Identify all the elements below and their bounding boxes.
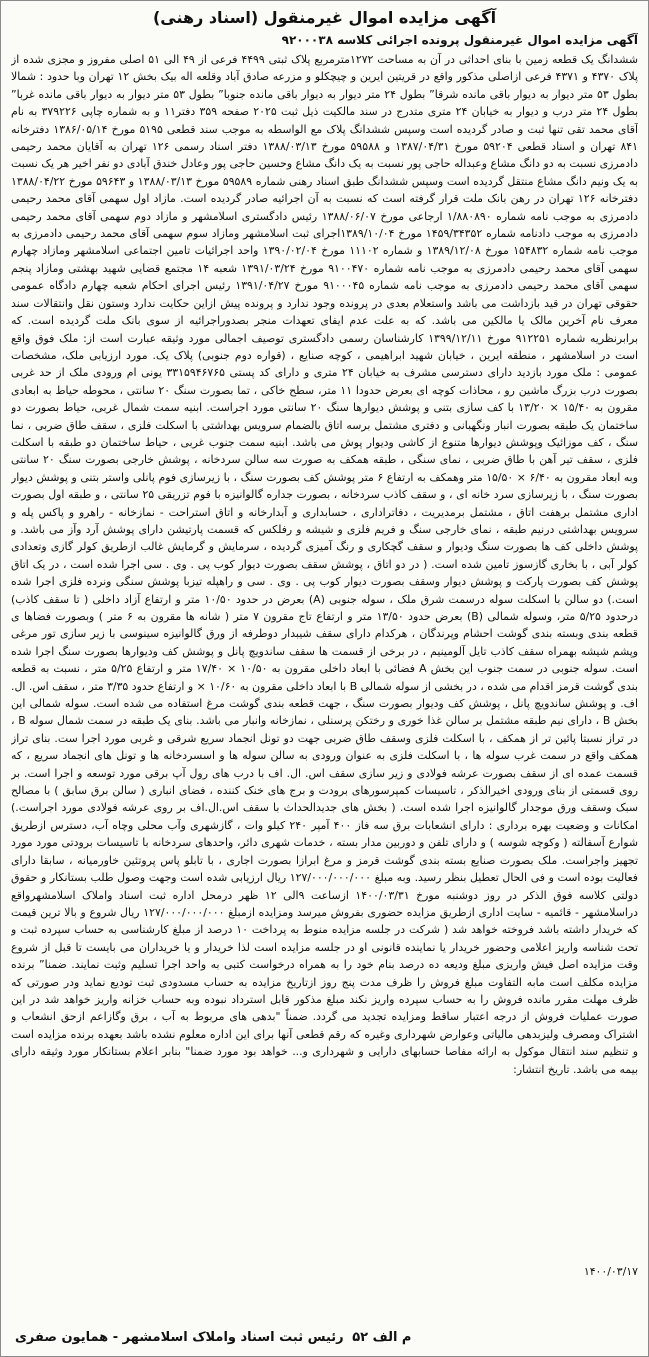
notice-title: آگهی مزایده اموال غیرمنقول (اسناد رهنی) — [152, 8, 497, 27]
publish-date: ۱۴۰۰/۰۳/۱۷ — [583, 1265, 638, 1278]
signature-code: م الف ۵۲ — [352, 1330, 412, 1345]
notice-body: ششدانگ یک قطعه زمین با بنای احداثی در آن به مساحت ۱۲۷۲مترمربع پلاک ثبتی ۴۴۹۹ فرعی از ۴۹ الی ۵۱ اصلی مفروز و مجزی شده از پلاک ۴۳۷۰ و ۴۳۷۱ فرعی ازاصلی مذکور واقع در قریتین ایرین و چیچکلو و مزرعه صادق آباد وقلعه اله بیک بخش ۱۲ تهران وبا حدود : شمالا بطول ۵۳ متر دیوار به دیوار باقی مانده شرقا” بطول ۲۴ متر دیوار به دیوار باقی مانده جنوبا” بطول ۵۳ متر دیوار به دیوار باقی مانده غربا” بطول ۲۴ متر درب و دیوار به خیابان ۲۴ متری متدرج در سند مالکیت ذیل ثبت ۲۰۲۵ صفحه ۳۵۹ دفتر۱۱ و به شماره چاپی ۳۷۹۲۲۶ به نام آقای محمد تقی تنها ثبت و صادر گردیده است وسپس ششدانگ پلاک مع الواسطه به موجب سند قطعی ۵۱۹۵ مورخ ۱۳۸۶/۰۵/۱۴ دفترخانه ۸۴۱ تهران و اسناد قطعی ۵۹۲۰۴ مورخ ۱۳۸۷/۰۴/۳۱ و ۵۹۵۸۸ مورخ ۱۳۸۸/۰۳/۱۳ دفتر اسناد رسمی ۱۲۶ تهران به آقایان محمد رحیمی دادمرزی نسبت به دو دانگ مشاع وعبداله حاجی پور نسبت به یک دانگ مشاع وحسین حاجی پور وعادل خندق آبادی دو نفر اخیر هر یک نسبت به یک ونیم دانگ مشاع منتقل گردیده است وسپس ششدانگ طبق اسناد رهنی شماره ۵۹۵۸۹ مورخ ۱۳۸۸/۰۳/۱۳ و ۵۹۶۴۳ مورخ ۱۳۸۸/۰۴/۲۲ دفترخانه ۱۲۶ تهران در رهن بانک ملت قرار گرفته است که نسبت به آن اجرائیه صادر گردیده است. مازاد اول سهمی آقای محمد رحیمی دادمرزی به موجب نامه شماره ۱/۸۸۰۸۹۰ ارجاعی مورخ ۱۳۸۸/۰۶/۰۷ رئیس دادگستری اسلامشهر و مازاد دوم سهمی آقای محمد رحیمی دادمرزی به موجب دادنامه شماره ۱۴۵۹/۳۴۳۵۲ مورخ ۱۳۸۹/۱۰/۰۴اجرای ثبت اسلامشهر ومازاد سوم سهمی آقای محمد رحیمی دادمرزی به موجب نامه شماره ۱۵۴۸۳۲ مورخ ۱۳۸۹/۱۲/۰۸ و شماره ۱۱۱۰۲ مورخ ۱۳۹۰/۰۲/۰۴ واحد اجرائیات تامین اجتماعی اسلامشهر ومازاد چهارم سهمی آقای محمد رحیمی دادمرزی به موجب نامه شماره ۹۱۰۰۴۷۰ مورخ ۱۳۹۱/۰۳/۲۴ شعبه ۱۴ مجتمع قضایی شهید بهشتی ومازاد پنجم سهمی آقای محمد رحیمی دادمرزی به موجب نامه شماره ۹۱۰۰۰۴۵ مورخ ۱۳۹۱/۰۴/۲۷ رئیس اجرای احکام شعبه چهارم دادگاه عمومی حقوقی تهران در قید بازداشت می باشد واستعلام بعدی در پرونده وجود ندارد و پرونده پیش ازاین حکایت ندارد وستون نقل وانتقالات سند معرف نام آخرین مالک یا مالکین می باشد. که به علت عدم ایفای تعهدات منجر بصدوراجرائیه از سوی بانک ملت گردیده است. که برابرنظریه شماره ۹۱۲۲۵۱ مورخ ۱۳۹۹/۱۲/۱۱ کارشناسان رسمی دادگستری توصیف اجمالی مورد وثیقه عبارت است از: ملک فوق واقع است در اسلامشهر ، منطقه ایرین ، خیابان شهید ابراهیمی ، کوچه صنایع ، (قواره دوم جنوبی) پلاک یک. مورد ارزیابی ملک، مشخصات عمومی : ملک مورد بازدید دارای دسترسی مشرف به خیابان ۲۴ متری و دارای کد پستی ۳۳۱۵۹۴۶۷۶۵ یونی ام ورودی ملک از حد غربی بصورت درب بزرگ ماشین رو ، محاذات کوچه ای بعرض حدودا ۱۱ متر، سطح خاکی ، تما بصورت سنگ ۲۰ سانتی ، محوطه حیاط به ابعادی مقرون به ۱۵/۴۰ × ۱۳/۲۰ با کف سازی بتنی و پوشش دیوارها سنگ ۲۰ سانتی مورد اجراست. ابنیه سمت شمال غربی، حیاط بصورت دو ساختمان یک طبقه بصورت انبار ونگهبانی و دفتری مشتمل برسه اتاق بالضمام سرویس بهداشتی با اسکلت فلزی ، سقف طاق ضربی ، نما سنگ ، کف موزائیک وپوشش دیوارها متنوع از کاشی ودیوار پوش می باشد. ابنیه سمت جنوب غربی ، حیاط ساختمان دو طبقه با اسکلت فلزی ، سقف تیر آهن با طاق ضربی ، نمای سنگی ، طبقه همکف به صورت سه سالن سردخانه ، پوشش خارجی بصورت سنگ ۲۰ سانتی وبه ابعاد مقرون به ۶/۴۰ × ۱۵/۵۰ متر وهمکف به ارتفاع ۶ متر پوشش کف بصورت سنگ ، با زیرسازی فوم پانلی واستر بتنی و پوشش دیوار بصورت سنگ ، با زیرسازی سرد خانه ای ، و سقف کاذب سردخانه ، بصورت جداره گالوانیزه با فوم تزریقی ۲۵ سانتی ، و طبقه اول بصورت اداری مشتمل برهفت اتاق ، مشتمل برمدیریت ، دفاترادارى ، حسابداری و آبدارخانه و اتاق استراحت - نمازخانه - راهرو و پاکس پله و سرویس بهداشتی درنیم طبقه ، نمای خارجی سنگ و فریم فلزی و شیشه و رفلکس که قسمت پارتیشن دارای پوشش آرد وآز می باشد. و پوشش داخلی کف ها بصورت سنگ ودیوار و سقف گچکاری و رنگ آمیزی گردیده ، سرمایش و گرمایش غالب ازطریق کولر گازی وتعدادی کولر آبی ، با بخاری گازسوز تامین شده است. ( در دو اتاق ، پوشش سقف بصورت دیوار کوب پی . وی . سی اجرا شده است ، در یک اتاق پوشش کف بصورت پارکت و پوشش دیوار وسقف بصورت دیوار کوب پی . وی . سی و راهپله تیزبا پوشش سنگی ونرده فلزی اجرا شده است.) دو سالن با اسکلت سوله درسمت شرق ملک ، سوله جنوبی (A) بعرض در حدود ۱۰/۵۰ متر و ارتفاع آزاد داخلی ( تا سقف کاذب) درحدود ۵/۲۵ متر، وسوله شمالی (B) بعرض حدود ۱۳/۵۰ متر و ارتفاع تاج مقرون ۷ متر ( شانه ها مقرون به ۶ متر ) وبصورت فضاها ی قطعه بندی وبسته بندی گوشت احشام وپرندگان ، هرکدام دارای سقف شیبدار دوطرفه از ورق گالوانیزه سینوسی با زیر سازی تور مرغی وپشم شیشه بهمراه سقف کاذب تایل آلومینیم ، در برخی از قسمت ها سقف ساندویچ پانل و پوشش کف ودیوارها بصورت سنگ اجرا شده است. سوله جنوبی در سمت جنوب این بخش A فضائی با ابعاد داخلی مقرون به ۱۰/۵۰ × ۱۷/۴۰ متر و ارتفاع ۵/۲۵ متر ، نسبت به قطعه بندی گوشت قرمز اقدام می شده ، در بخشی از سوله شمالی B با ابعاد داخلی مقرون به ۱۰/۶۰ × و ارتفاع حدود ۳/۳۵ متر ، سقف اس. ال. اف. و پوشش ساندویچ پانل ، پوشش کف ودیوار بصورت سنگ ، جهت قطعه بندی گوشت مرغ استفاده می شده است. سوله شمالی این بخش B ، دارای نیم طبقه مشتمل بر سالن غذا خوری و رختکن پرسنلی ، نمازخانه وانبار می باشد. بنای یک طبقه در سمت شمال سوله B ، در تراز نسبتا پائین تر از همکف ، با اسکلت فلزی وسقف طاق ضربی جهت دو تونل انجماد سریع شرقی و غربی مورد اجرا ست. بنای تراز همکف واقع در سمت غرب سوله ها ، با اسکلت فلزی به عنوان ورودی به سالن سوله ها و اسسردخانه ها و تونل های انجماد سریع ، که قسمت عمده ای از سقف بصورت عرشه فولادی و زیر سازی سقف اس. ال. اف با درب های رول آپ برقی مورد توسعه و اجرا است. بر روی قسمتی از بنای ورودی اخیرالذکر ، تاسیسات کمپرسورهای برودت و برج های خنک کننده ، فضای انباری ( سالن برق سابق ) با مصالح سبک وسقف ورق موجدار گالوانیزه اجرا شده است. ( بخش های جدیدالحداث با سقف اس.ال.اف بر روی عرشه فولادی مورد اجراست.) امکانات و وضعیت بهره برداری : دارای انشعابات برق سه فاز ۴۰۰ آمپر ۲۴۰ کیلو وات ، گازشهری وآب محلی وچاه آب، دسترس ازطریق شوارع آسفالته ( وکوچه شوسه ) و دارای تلفن و دوربین مدار بسته ، خدمات شهری دائر، واحدهای سردخانه با تاسیسات برودتی مورد مورد تجهیز واجراست. ملک بصورت صنایع بسته بندی گوشت قرمز و مرغ ابرازا بصورت اجاری ، با تابلو پاس پروتئین خاورمیانه ، سابقا دارای فعالیت بوده است و فی الحال تعطیل بنظر رسید. وبه مبلغ ۱۲۷/۰۰۰/۰۰۰/۰۰۰ ریال ارزیابی شده است وجهت وصول طلب بستانکار و حقوق دولتی کلاسه فوق الذکر در روز دوشنبه مورخ ۱۴۰۰/۰۳/۳۱ ازساعت ۹الی ۱۲ ظهر درمحل اداره ثبت اسناد واملاک اسلامشهرواقع دراسلامشهر - قائمیه - سایت اداری ازطریق مزایده حضوری بفروش میرسد ومزایده ازمبلغ ۱۲۷/۰۰۰/۰۰۰/۰۰۰ ریال شروع و بالا ترین قیمت که خریدار داشته باشد فروخته خواهد شد ( شرکت در جلسه مزایده منوط به پرداخت ۱۰ درصد از مبلغ کارشناسی به حساب سپرده ثبت و تحت شناسه واریز اعلامی وحضور خریدار یا نماینده قانونی او در جلسه مزایده است لذا خریدار و یا خریداران می بایست تا قبل از شروع وقت مزایده اصل فیش واریزی مبلغ ودیعه ده درصد بنام خود را به همراه درخواست کتبی به واحد اجرا تسلیم وثبت نمایند. ضمنا” برنده مزایده مکلف است مابه التفاوت مبلغ فروش را ظرف مدت پنج روز ازتاریخ مزایده به حساب مسدودی ثبت تودیع نماید ودر صورتی که ظرف مهلت مقرر مانده فروش را به حساب سپرده واریز نکند مبلغ مذکور قابل استرداد نبوده وبه حساب خزانه واریز خواهد شد در این صورت عملیات فروش از درجه اعتبار ساقط ومزایده تجدید می گردد. ضمناً "بدهی های مربوط به آب ، برق وگازاعم ازحق انشعاب و اشتراک ومصرف ولیزبدهی مالیاتی وعوارض شهرداری وغیره که رقم قطعی آنها برای این اداره معلوم نشده باشد بعهده برنده مزایده است و تنظیم سند انتقال موکول به ارائه مفاصا حسابهای دارایی و شهرداری و... خواهد بود مورد ضمنا" بنابر اعلام بستانکار مورد وثیقه دارای بیمه می باشد. تاریخ انتشار: — [11, 53, 638, 1076]
case-file-line: آگهی مزایده اموال غیرمنقول پرونده اجرائی کلاسه ۹۲۰۰۰۳۸ — [281, 33, 638, 47]
signature-line — [11, 1328, 638, 1348]
signature-text: رئیس ثبت اسناد واملاک اسلامشهر - همایون صفری — [15, 1330, 344, 1345]
